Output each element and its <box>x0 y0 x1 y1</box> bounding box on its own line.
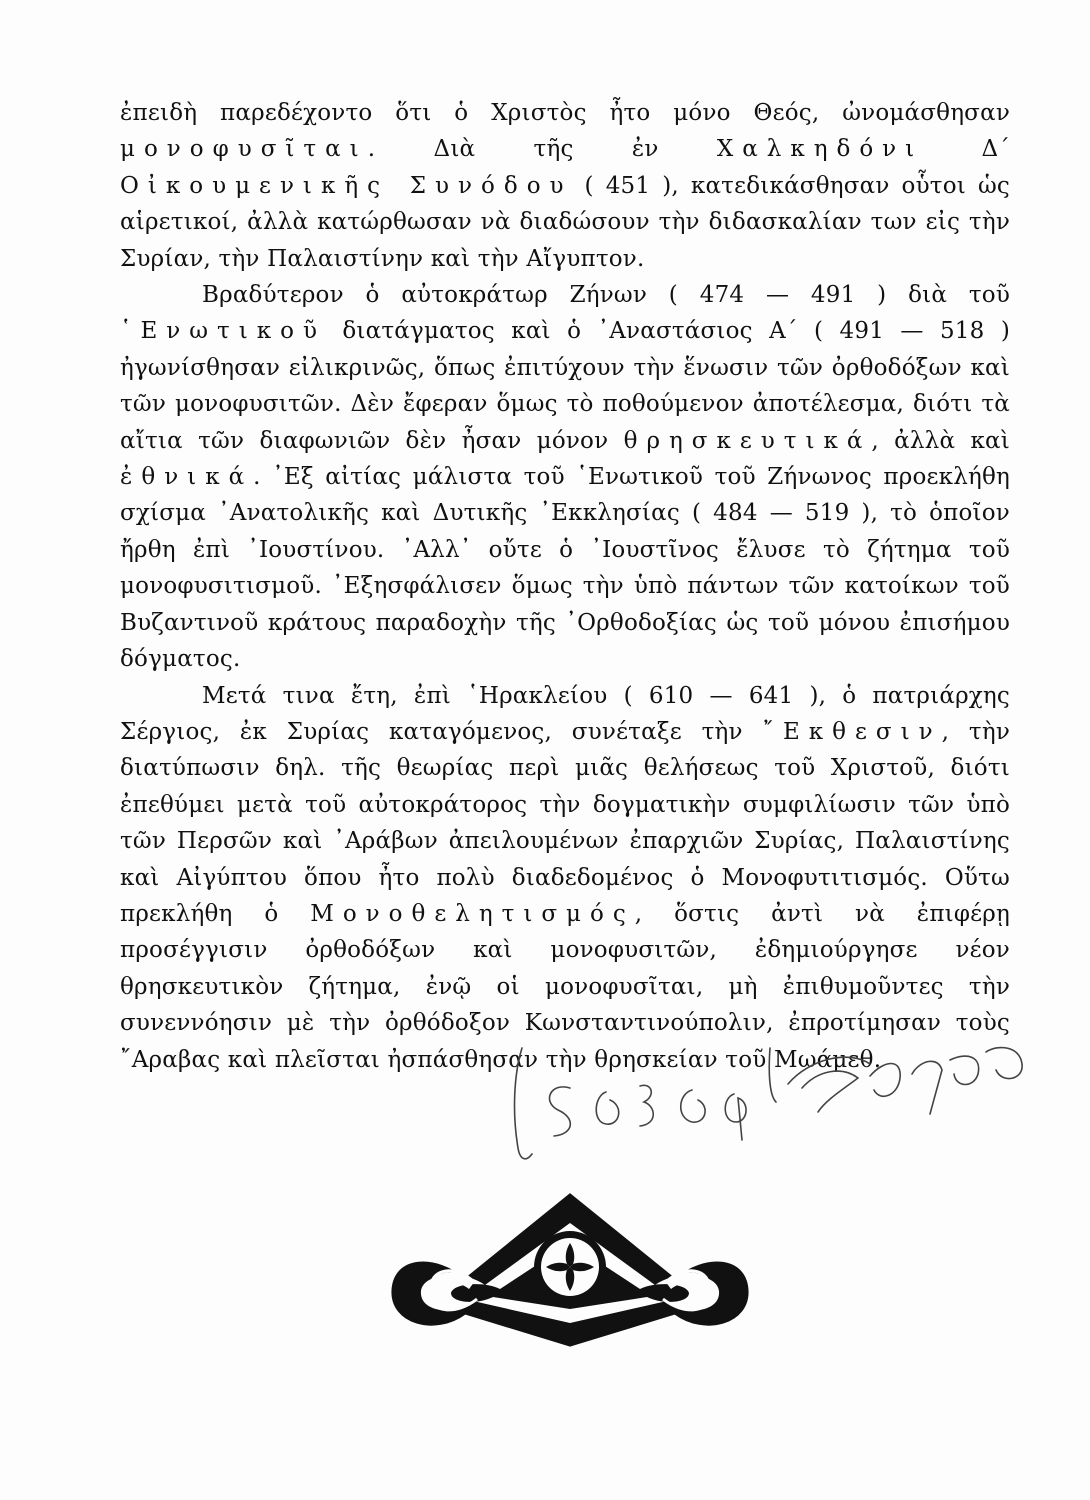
text-segment: , ἀλλὰ καὶ <box>871 427 1011 454</box>
spaced-emphasis: ῾Ενωτικοῦ <box>120 318 326 345</box>
spaced-emphasis: Οἰκουμενικῆς Συνόδου <box>120 172 573 199</box>
text-segment: Δ΄ <box>923 136 1010 163</box>
cross-knot-ornament <box>385 1185 755 1350</box>
text-segment: ( 451 ), κατεδικάσθησαν οὗτοι ὡς αἱρετικοί, ἀλλὰ κατώρθωσαν νὰ διαδώσουν τὴν διδασκαλίαν των εἰς τὴν Συρίαν, τὴν Παλαιστίνην καὶ τὴν Αἴγυπτον. <box>120 172 1010 272</box>
paragraph-1 <box>120 95 1010 277</box>
text-segment: διατάγματος καὶ ὁ ᾿Αναστάσιος Α΄ ( 491 — 518 ) ἠγωνίσθησαν εἰλικρινῶς, ὅπως ἐπιτύχουν τὴν ἕνωσιν τῶν ὀρθοδόξων καὶ τῶν μονοφυσιτῶν. Δὲν ἔφεραν ὅμως τὸ ποθούμενον ἀποτέλεσμα, διότι τὰ αἴτια τῶν διαφωνιῶν δὲν ἦσαν μόνον <box>120 318 1010 454</box>
text-segment: , τὴν διατύπωσιν δηλ. τῆς θεωρίας περὶ μιᾶς θελήσεως τοῦ Χριστοῦ, διότι ἐπεθύμει μετὰ τοῦ αὐτοκράτορος τὴν δογματικὴν συμφιλίωσιν τῶν ὑπὸ τῶν Περσῶν καὶ ᾿Αράβων ἀπειλουμένων ἐπαρχιῶν Συρίας, Παλαιστίνης καὶ Αἰγύπτου ὅπου ἦτο πολὺ διαδεδομένος ὁ Μονοφυτιτισμός. Οὕτω πρεκλήθη ὁ <box>120 718 1011 927</box>
text-segment: ἐπειδὴ παρεδέχοντο ὅτι ὁ Χριστὸς ἦτο μόνο Θεός, ὠνομάσθησαν <box>120 100 1010 126</box>
text-segment: Μετά τινα ἔτη, ἐπὶ ῾Ηρακλείου ( 610 — 641 ), ὁ πατριάρχης Σέργιος, ἐκ Συρίας καταγόμενος, συνέταξε τὴν <box>120 682 1010 745</box>
body-text <box>120 95 1010 1078</box>
spaced-emphasis: ἐθνικά <box>120 464 254 491</box>
handwritten-signature <box>430 1030 1040 1180</box>
paragraph-3 <box>120 678 1010 1078</box>
text-segment: , ὅστις ἀντὶ νὰ ἐπιφέρῃ προσέγγισιν ὀρθοδόξων καὶ μονοφυσιτῶν, ἐδημιούργησε νέον θρησκευτικὸν ζήτημα, ἐνῷ οἱ μονοφυσῖται, μὴ ἐπιθυμοῦντες τὴν συνεννόησιν μὲ τὴν ὀρθόδοξον Κωνσταντινούπολιν, ἐπροτίμησαν τοὺς ῎Αραβας καὶ πλεῖσται ἠσπάσθησαν τὴν θρησκείαν τοῦ Μωάμεθ. <box>120 900 1010 1073</box>
spaced-emphasis: Μονοθελητισμός <box>310 900 635 927</box>
text-segment: Βραδύτερον ὁ αὐτοκράτωρ Ζήνων ( 474 — 491 ) διὰ τοῦ <box>202 282 1010 309</box>
spaced-emphasis: ῎Εκθεσιν <box>762 718 942 745</box>
spaced-emphasis: θρησκευτικά <box>623 427 872 454</box>
text-segment: . ᾿Εξ αἰτίας μάλιστα τοῦ ῾Ενωτικοῦ τοῦ Ζήνωνος προεκλήθη σχίσμα ᾿Ανατολικῆς καὶ Δυτικῆς ᾿Εκκλησίας ( 484 — 519 ), τὸ ὁποῖον ἤρθη ἐπὶ ᾿Ιουστίνου. ᾿Αλλ᾿ οὔτε ὁ ᾿Ιουστῖνος ἔλυσε τὸ ζήτημα τοῦ μονοφυσιτισμοῦ. ᾿Εξησφάλισεν ὅμως τὴν ὑπὸ πάντων τῶν κατοίκων τοῦ Βυζαντινοῦ κράτους παραδοχὴν τῆς ᾿Ορθοδοξίας ὡς τοῦ μόνου ἐπισήμου δόγματος. <box>120 464 1010 673</box>
paragraph-2 <box>120 277 1010 677</box>
spaced-emphasis: Χαλκηδόνι <box>716 136 924 163</box>
text-segment: . Διὰ τῆς ἐν <box>367 136 717 163</box>
spaced-emphasis: μονοφυσῖται <box>120 136 368 163</box>
